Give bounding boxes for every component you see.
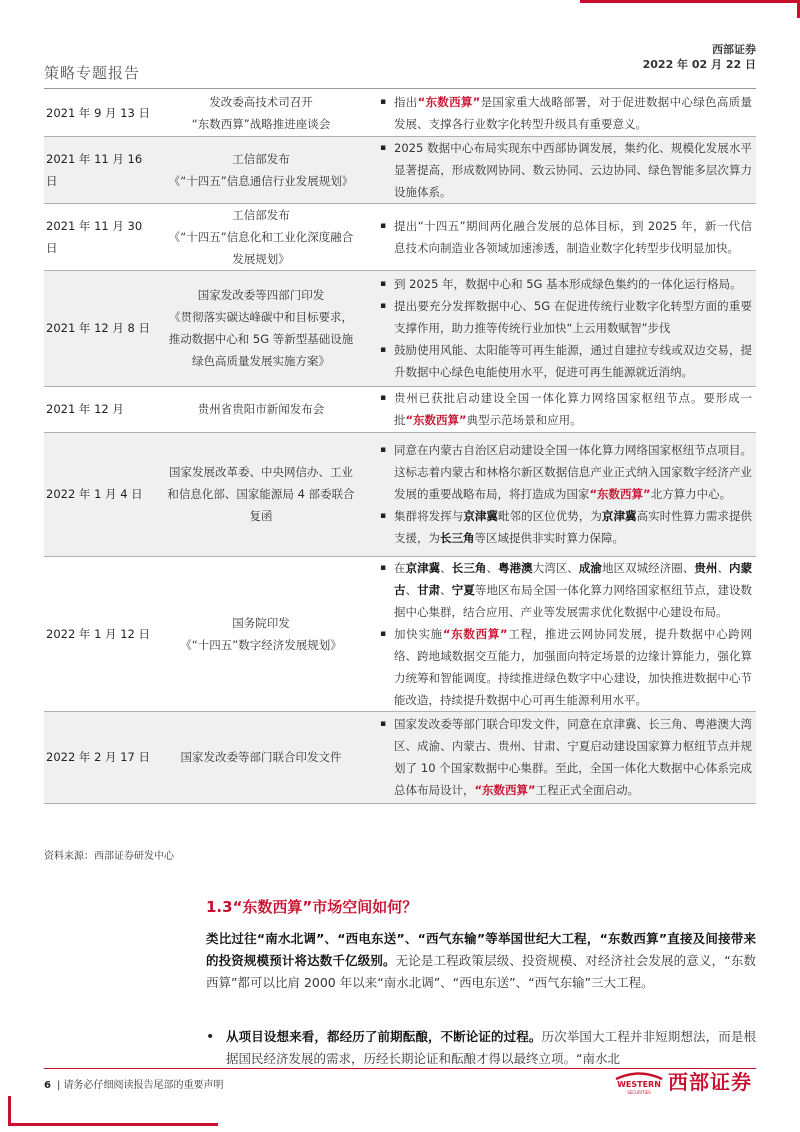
bullet-text: 毗邻的区位优势，为: [497, 509, 602, 523]
timeline-source: [150, 432, 372, 556]
timeline-date: 2021 年 9 月 13 日: [44, 90, 150, 136]
bullet-text: 同意在内蒙古自治区启动建设全国一体化算力网络国家枢纽节点项目。这标志着内蒙古和林格尔新区数据信息产业正式纳入国家数字经济产业发展的重要战略布局，将打造成为国家: [394, 443, 752, 501]
timeline-bullet: [380, 91, 752, 135]
timeline-source-line: 《“十四五”数字经济发展规划》: [180, 637, 342, 652]
highlight-keyword: 长三角: [440, 531, 475, 545]
bullet-text: 贵州已获批启动建设全国一体化算力网络国家枢纽节点。要形成一批: [394, 391, 752, 427]
timeline-source: [150, 711, 372, 803]
timeline-date: 2021 年 12 月 8 日: [44, 270, 150, 386]
corner-decoration-top-right: [580, 0, 800, 18]
bullet-text: 工程，推进云网协同发展，提升数据中心跨网络、跨地域数据交互能力，加强面向特定场景的边缘计算能力，强化算力统筹和智能调度。持续推进绿色数字中心建设，加快推进数据中心节能改造，持续提升数据中心可再生能源利用水平。: [394, 626, 753, 707]
highlight-keyword: 成渝: [578, 560, 602, 575]
timeline-description: [372, 386, 756, 432]
logo-en-text: WESTERN: [617, 1080, 661, 1089]
timeline-description: [372, 432, 756, 556]
timeline-bullet: [380, 623, 752, 711]
bullet-text: 鼓励使用风能、太阳能等可再生能源，通过自建拉专线或双边交易，提升数据中心绿色电能使用水平，促进可再生能源就近消纳。: [394, 343, 752, 379]
timeline-bullet: [380, 273, 752, 295]
timeline-source: [150, 203, 372, 270]
timeline-description: [372, 556, 756, 711]
highlight-keyword: “东数西算”: [417, 94, 481, 109]
timeline-bullet-list: [380, 273, 752, 383]
timeline-source-line: 《“十四五”信息通信行业发展规划》: [168, 173, 354, 188]
timeline-bullet-list: [380, 137, 752, 203]
paragraph-2: [226, 1026, 756, 1070]
timeline-bullet-list: [380, 713, 752, 801]
timeline-date: 2021 年 12 月: [44, 386, 150, 432]
timeline-source-line: 国家发改委等四部门印发: [197, 288, 325, 302]
timeline-source-line: 《“十四五”信息化和工业化深度融合: [168, 229, 354, 244]
timeline-description: [372, 270, 756, 386]
timeline-bullet: [380, 387, 752, 431]
timeline-description: [372, 90, 756, 136]
highlight-keyword: 京津冀: [601, 509, 637, 523]
bullet-text: 大湾区、: [532, 560, 579, 575]
timeline-bullet: [380, 439, 752, 505]
timeline-row: [44, 432, 756, 556]
timeline-date: 2022 年 2 月 17 日: [44, 711, 150, 803]
timeline-date: 2021 年 11 月 16 日: [44, 136, 150, 203]
highlight-keyword: 贵州: [694, 560, 718, 575]
highlight-keyword: 甘肃: [417, 582, 441, 597]
paragraph-2-body: 历次举国大工程并非短期想法，而是根据国民经济发展的需求，历经长期论证和酝酿才得以最终立项。“南水北: [226, 1029, 756, 1066]
footer-divider: [44, 1068, 756, 1069]
bullet-text: 、: [717, 560, 730, 575]
corner-decoration-bottom-left: [8, 1096, 218, 1126]
highlight-keyword: 内蒙古: [394, 560, 753, 597]
bullet-dot: •: [206, 1029, 215, 1045]
footer-note: 6 | 请务必仔细阅读报告尾部的重要声明: [44, 1080, 224, 1091]
bullet-text: 高实时性算力需求提供支援，为: [394, 509, 753, 545]
timeline-bullet: [380, 505, 752, 549]
timeline-bullet-list: [380, 215, 752, 259]
timeline-source-line: 国务院印发: [232, 615, 290, 630]
timeline-source-line: 工信部发布: [232, 207, 290, 222]
timeline-description: [372, 203, 756, 270]
timeline-source: [150, 270, 372, 386]
bullet-text: 2025 数据中心布局实现东中西部协调发展，集约化、规模化发展水平显著提高，形成数网协同、数云协同、云边协同、绿色智能多层次算力设施体系。: [394, 140, 752, 199]
highlight-keyword: 京津冀: [463, 509, 498, 523]
company-logo-text: 西部证券: [668, 1070, 752, 1094]
bullet-text: 、: [440, 582, 452, 597]
timeline-source-line: 推动数据中心和 5G 等新型基础设施: [168, 332, 354, 346]
highlight-keyword: 粤港澳: [498, 560, 533, 575]
policy-timeline-table: [44, 90, 756, 804]
bullet-text: 地区双城经济圈、: [601, 560, 695, 575]
highlight-keyword: 宁夏: [451, 582, 475, 597]
timeline-source-line: 发改委高技术司召开: [209, 94, 313, 109]
timeline-source: [150, 386, 372, 432]
timeline-row: [44, 136, 756, 203]
bullet-text: 、: [440, 560, 452, 575]
timeline-row: [44, 270, 756, 386]
timeline-source-line: “东数西算”战略推进座谈会: [191, 116, 331, 131]
highlight-keyword: 京津冀: [405, 560, 441, 575]
timeline-bullet: [380, 339, 752, 383]
timeline-bullet-list: [380, 439, 752, 549]
section-title: 1.3“东数西算”市场空间如何？: [206, 898, 418, 916]
timeline-row: [44, 90, 756, 136]
timeline-source-line: 国家发展改革委、中央网信办、工业: [169, 465, 353, 479]
timeline-date: 2021 年 11 月 30 日: [44, 203, 150, 270]
bullet-text: 是国家重大战略部署，对于促进数据中心绿色高质量发展、支撑各行业数字化转型升级具有重要意义。: [394, 94, 752, 131]
highlight-keyword: “东数西算”: [442, 626, 508, 641]
timeline-source-line: 绿色高质量发展实施方案》: [192, 354, 330, 368]
timeline-source-line: 复函: [249, 509, 273, 523]
timeline-bullet: [380, 713, 752, 801]
highlight-keyword: “东数西算”: [405, 413, 467, 427]
timeline-description: [372, 711, 756, 803]
western-logo-icon: [612, 1070, 666, 1096]
logo-en-subtext: SECURITIES: [627, 1090, 651, 1095]
timeline-row: [44, 556, 756, 711]
timeline-source-line: 贵州省贵阳市新闻发布会: [197, 402, 325, 416]
report-type: 策略专题报告: [44, 64, 141, 82]
bullet-text: 典型示范场景和应用。: [466, 413, 582, 427]
bullet-text: 国家发改委等部门联合印发文件，同意在京津冀、长三角、粤港澳大湾区、成渝、内蒙古、贵州、甘肃、宁夏启动建设国家算力枢纽节点并规划了 10 个国家数据中心集群。至此，全国一体化大数据中心体系完成总体布局设计，: [394, 717, 752, 797]
bullet-text: 到 2025 年，数据中心和 5G 基本形成绿色集约的一体化运行格局。: [394, 277, 742, 291]
timeline-bullet: [380, 295, 752, 339]
timeline-row: [44, 711, 756, 803]
timeline-bullet: [380, 215, 752, 259]
paragraph-1-lead: 类比过往“南水北调”、“西电东送”、“西气东输”等举国世纪大工程，“东数西算”直接及间接带来的投资规模预计将达数千亿级别。: [206, 931, 756, 968]
timeline-source-line: 和信息化部、国家能源局 4 部委联合: [167, 487, 355, 501]
timeline-source: [150, 556, 372, 711]
timeline-bullet: [380, 557, 752, 623]
header-divider: [44, 88, 756, 89]
report-date: 2022 年 02 月 22 日: [642, 58, 756, 71]
bullet-text: 工程正式全面启动。: [535, 783, 640, 797]
company-name: 西部证券: [712, 43, 756, 56]
timeline-date: 2022 年 1 月 12 日: [44, 556, 150, 711]
timeline-row: [44, 386, 756, 432]
timeline-date: 2022 年 1 月 4 日: [44, 432, 150, 556]
timeline-source-line: 发展规划》: [232, 251, 290, 266]
bullet-text: 、: [405, 582, 418, 597]
timeline-description: [372, 136, 756, 203]
highlight-keyword: 长三角: [451, 560, 487, 575]
bullet-text: 提出要充分发挥数据中心、5G 在促进传统行业数字化转型方面的重要支撑作用，助力推等传统行业加快“上云用数赋智”步伐: [394, 299, 752, 335]
timeline-bullet-list: [380, 557, 752, 711]
page-number: 6: [44, 1080, 51, 1091]
paragraph-1: [206, 928, 756, 994]
timeline-source-line: 工信部发布: [232, 151, 290, 166]
timeline-source-line: 《贯彻落实碳达峰碳中和目标要求，: [169, 310, 353, 324]
bullet-text: 加快实施: [394, 626, 443, 641]
bullet-text: 提出“十四五”期间两化融合发展的总体目标，到 2025 年，新一代信息技术向制造业各领域加速渗透，制造业数字化转型步伐明显加快。: [394, 218, 752, 255]
bullet-text: 等地区布局全国一体化算力网络国家枢纽节点，建设数据中心集群，结合应用、产业等发展需求优化数据中心建设布局。: [394, 582, 753, 619]
bullet-text: 在: [394, 560, 406, 575]
table-source: 资料来源：西部证券研发中心: [44, 851, 174, 862]
timeline-bullet: [380, 137, 752, 203]
timeline-bullet-list: [380, 387, 752, 431]
highlight-keyword: “东数西算”: [589, 487, 651, 501]
paragraph-1-body: 无论是工程政策层级、投资规模、对经济社会发展的意义，“东数西算”都可以比肩 2000 年以来“南水北调”、“西电东送”、“西气东输”三大工程。: [206, 953, 756, 990]
timeline-source-line: 国家发改委等部门联合印发文件: [180, 750, 342, 764]
paragraph-2-lead: 从项目设想来看，都经历了前期酝酿，不断论证的过程。: [226, 1029, 542, 1044]
timeline-source: [150, 90, 372, 136]
highlight-keyword: “东数西算”: [474, 783, 536, 797]
timeline-source: [150, 136, 372, 203]
bullet-text: 北方算力中心。: [650, 487, 732, 501]
timeline-bullet-list: [380, 91, 752, 135]
disclaimer-text: 请务必仔细阅读报告尾部的重要声明: [63, 1080, 224, 1091]
timeline-row: [44, 203, 756, 270]
bullet-text: 指出: [394, 94, 418, 109]
bullet-text: 集群将发挥与: [394, 509, 464, 523]
header-meta: [643, 42, 756, 72]
bullet-text: 、: [486, 560, 498, 575]
bullet-text: 等区域提供非实时算力保障。: [474, 531, 624, 545]
